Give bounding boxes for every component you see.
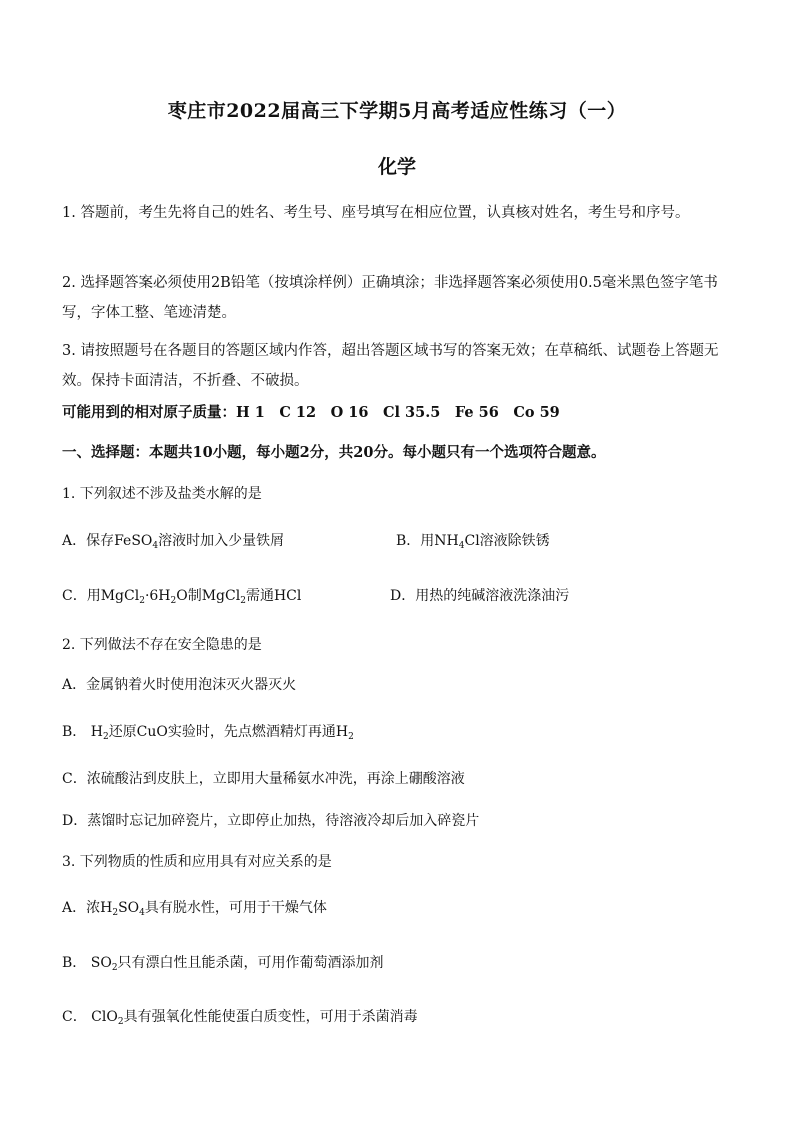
question-3-option-c: C． ClO$_2$具有强氧化性能使蛋白质变性，可用于杀菌消毒 xyxy=(62,1009,418,1027)
question-3-option-b: B． $SO_2$只有漂白性且能杀菌，可用作葡萄酒添加剂 xyxy=(62,955,384,973)
question-2-option-c: C．浓硫酸沾到皮肤上，立即用大量稀氨水冲洗，再涂上硼酸溶液 xyxy=(62,771,465,787)
atomic-mass-line: 可能用到的相对原子质量：H 1 C 12 O 16 Cl 35.5 Fe 56 Co 59 xyxy=(62,404,560,421)
instruction-3: 3. 请按照题号在各题目的答题区域内作答，超出答题区域书写的答案无效；在草稿纸、试题卷上答题无效。保持卡面清洁，不折叠、不破损。 xyxy=(62,343,719,389)
question-3-stem: 3. 下列物质的性质和应用具有对应关系的是 xyxy=(62,854,332,870)
subject-title: 化学 xyxy=(377,156,416,178)
question-2-option-d: D．蒸馏时忘记加碎瓷片，立即停止加热，待溶液冷却后加入碎瓷片 xyxy=(62,813,480,829)
question-1-option-c: C．用$MgCl_2\cdot 6H_2O$制MgCl$_2$需通HCl xyxy=(62,588,302,606)
exam-title: 枣庄市2022届高三下学期5月高考适应性练习（一） xyxy=(167,100,627,122)
instruction-1: 1. 答题前，考生先将自己的姓名、考生号、座号填写在相应位置，认真核对姓名，考生号和序号。 xyxy=(62,205,690,221)
question-1-option-a: A．保存FeSO$_4$溶液时加入少量铁屑 xyxy=(62,533,285,551)
question-2-option-a: A．金属钠着火时使用泡沫灭火器灭火 xyxy=(62,677,297,693)
question-1-stem: 1. 下列叙述不涉及盐类水解的是 xyxy=(62,486,262,502)
question-1-option-d: D．用热的纯碱溶液洗涤油污 xyxy=(390,588,570,604)
question-2-option-b: B． $H_2$还原CuO实验时，先点燃酒精灯再通$H_2$ xyxy=(62,724,354,742)
section-heading: 一、选择题：本题共10小题，每小题2分，共20分。每小题只有一个选项符合题意。 xyxy=(62,444,606,461)
instruction-2: 2. 选择题答案必须使用2B铅笔（按填涂样例）正确填涂；非选择题答案必须使用0.5毫米黑色签字笔书写，字体工整、笔迹清楚。 xyxy=(62,275,718,321)
question-3-option-a: A．浓$H_2SO_4$具有脱水性，可用于干燥气体 xyxy=(62,900,327,918)
question-1-option-b: B．用$NH_4Cl$溶液除铁锈 xyxy=(396,533,550,551)
question-2-stem: 2. 下列做法不存在安全隐患的是 xyxy=(62,637,262,653)
